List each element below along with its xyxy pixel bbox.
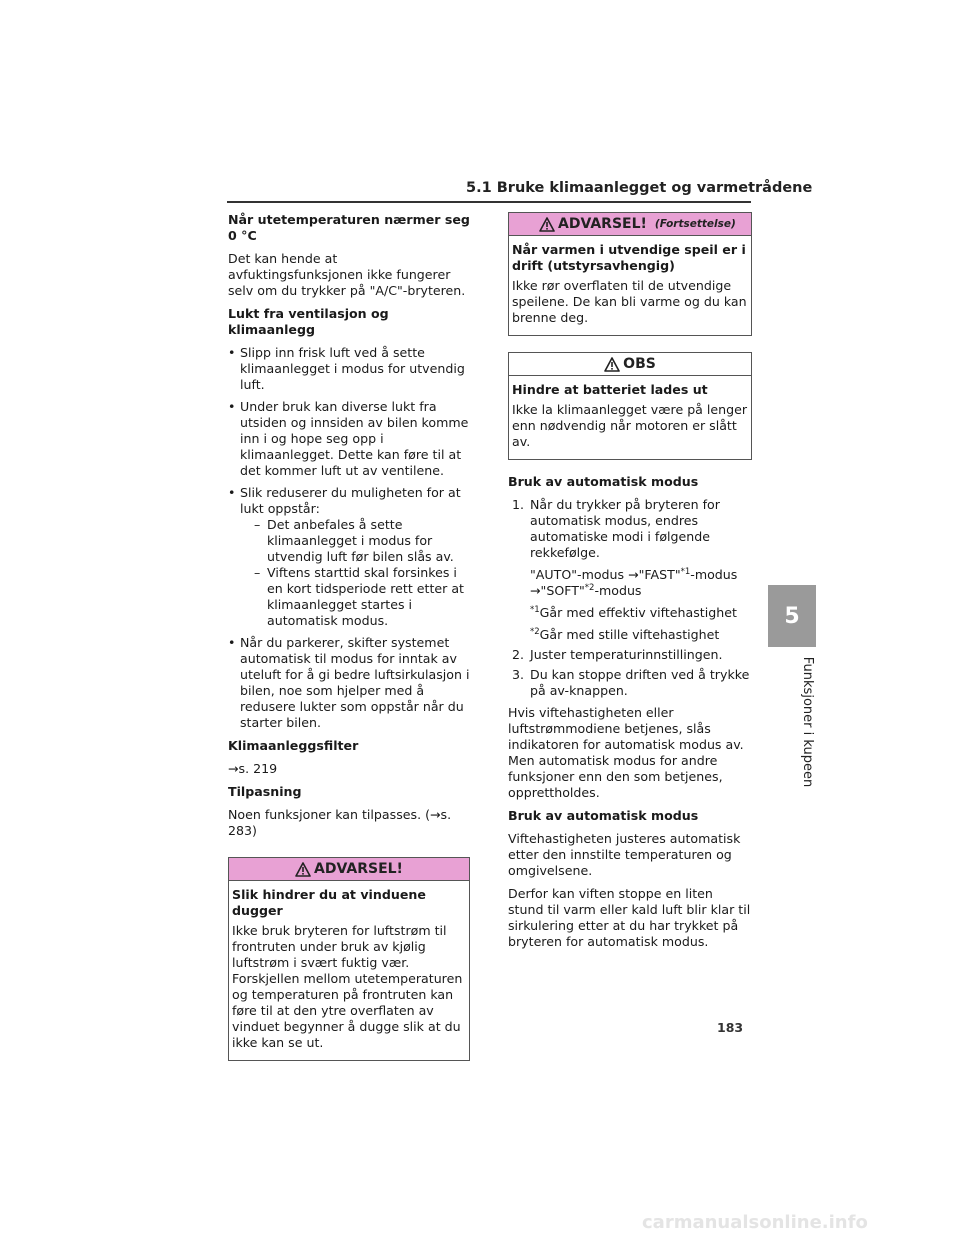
list-item [512, 667, 752, 699]
heading-odor: Lukt fra ventilasjon og klimaanlegg [228, 306, 389, 337]
footnote [530, 627, 752, 643]
warning-subheading: Når varmen i utvendige speil er i drift (utstyrsavhengig) [512, 242, 746, 273]
step-number: 1. [512, 497, 525, 512]
filter-page-ref: →s. 219 [228, 761, 278, 776]
warning-body [509, 236, 751, 335]
warning-text: Ikke bruk bryteren for luftstrøm til frontruten under bruk av kjølig luftstrøm i svært fuktig vær. [232, 923, 447, 970]
chapter-tab-label: Funksjoner i kupeen [800, 656, 815, 788]
mode-sequence-text: -modus [690, 567, 738, 582]
caution-icon [604, 357, 620, 372]
warning-icon [539, 217, 555, 232]
heading-near-zero: Når utetemperaturen nærmer seg 0 °C [228, 212, 470, 243]
notice-body [509, 376, 751, 459]
auto-mode-paragraph: Derfor kan viften stoppe en liten stund til varm eller kald luft blir klar til sirkulering etter at du har trykket på bryteren for automatisk modus. [508, 886, 751, 949]
footnote [530, 605, 752, 621]
notice-title: OBS [623, 356, 656, 372]
notice-box [508, 352, 752, 460]
warning-box [228, 857, 470, 1061]
notice-header [509, 353, 751, 376]
step-text: Når du trykker på bryteren for automatisk modus, endres automatiske modi i følgende rekkefølge. [530, 497, 720, 560]
heading-filter: Klimaanleggsfilter [228, 738, 359, 753]
dash-item: – Viftens starttid skal forsinkes i en kort tidsperiode rett etter at klimaanlegget startes i automatisk modus. [254, 565, 470, 629]
step-text: Du kan stoppe driften ved å trykke på av-knappen. [530, 667, 750, 698]
heading-customization: Tilpasning [228, 784, 302, 799]
footnote-marker: *1 [530, 604, 540, 615]
right-column [508, 212, 752, 957]
list-item-text: Slik reduserer du muligheten for at lukt oppstår: [240, 485, 461, 516]
auto-mode-paragraph: Viftehastigheten justeres automatisk etter den innstilte temperaturen og omgivelsene. [508, 831, 741, 878]
notice-text: Ikke la klimaanlegget være på lenger enn nødvendig når motoren er slått av. [512, 402, 748, 449]
notice-subheading: Hindre at batteriet lades ut [512, 382, 708, 397]
warning-body [229, 881, 469, 1060]
list-item [228, 485, 470, 629]
warning-header [509, 213, 751, 236]
warning-title: ADVARSEL! [314, 861, 403, 877]
heading-auto-mode: Bruk av automatisk modus [508, 474, 699, 489]
step-number: 3. [512, 667, 525, 682]
footnote-marker: *1 [680, 566, 691, 577]
customization-text: Noen funksjoner kan tilpasses. (→s. 283) [228, 807, 452, 838]
auto-mode-steps [512, 497, 752, 699]
dash-list [240, 517, 470, 629]
list-item [512, 647, 752, 663]
auto-mode-paragraph: Hvis viftehastigheten eller luftstrømmodiene betjenes, slås indikatoren for automatisk modus av. Men automatisk modus for andre funksjoner enn den som betjenes, opprettholdes. [508, 705, 744, 800]
footnote-text: Går med effektiv viftehastighet [539, 605, 737, 620]
mode-sequence-text: →"SOFT" [530, 583, 585, 598]
watermark: carmanualsonline.info [642, 1212, 868, 1233]
list-item [512, 497, 752, 643]
odor-bullet-list [228, 345, 470, 731]
text-near-zero: Det kan hende at avfuktingsfunksjonen ikke fungerer selv om du trykker på "A/C"-bryteren. [228, 251, 466, 298]
warning-box-continued [508, 212, 752, 336]
mode-sequence-text: -modus [594, 583, 642, 598]
warning-continued-label: (Fortsettelse) [654, 218, 736, 230]
dash-item: – Det anbefales å sette klimaanlegget i modus for utvendig luft før bilen slås av. [254, 517, 470, 565]
left-column [228, 212, 470, 1075]
header-divider [227, 201, 751, 203]
list-item: • Når du parkerer, skifter systemet automatisk til modus for inntak av uteluft for å gi bedre luftsirkulasjon i bilen, noe som hjelper med å redusere lukter som oppstår når du starter bilen. [228, 635, 470, 731]
list-item: • Slipp inn frisk luft ved å sette klimaanlegget i modus for utvendig luft. [228, 345, 470, 393]
footnote-marker: *2 [530, 626, 540, 637]
mode-sequence [530, 567, 752, 599]
warning-text: Ikke rør overflaten til de utvendige speilene. De kan bli varme og du kan brenne deg. [512, 278, 747, 325]
footnote-text: Går med stille viftehastighet [539, 627, 720, 642]
mode-sequence-text: "AUTO"-modus →"FAST" [530, 567, 681, 582]
chapter-tab: 5 [768, 585, 816, 647]
warning-header [229, 858, 469, 881]
heading-auto-mode-2: Bruk av automatisk modus [508, 808, 699, 823]
step-number: 2. [512, 647, 525, 662]
list-item: • Under bruk kan diverse lukt fra utsiden og innsiden av bilen komme inn i og hope seg opp i klimaanlegget. Dette kan føre til at det kommer luft ut av ventilene. [228, 399, 470, 479]
warning-title: ADVARSEL! [558, 216, 647, 232]
step-text: Juster temperaturinnstillingen. [530, 647, 723, 662]
warning-icon [295, 862, 311, 877]
page-number: 183 [717, 1020, 744, 1035]
section-header: 5.1 Bruke klimaanlegget og varmetrådene [466, 180, 813, 196]
footnote-marker: *2 [584, 582, 595, 593]
warning-subheading: Slik hindrer du at vinduene dugger [232, 887, 426, 918]
warning-text: Forskjellen mellom utetemperaturen og temperaturen på frontruten kan føre til at den ytre overflaten av vinduet begynner å dugge slik at du ikke kan se ut. [232, 971, 463, 1050]
